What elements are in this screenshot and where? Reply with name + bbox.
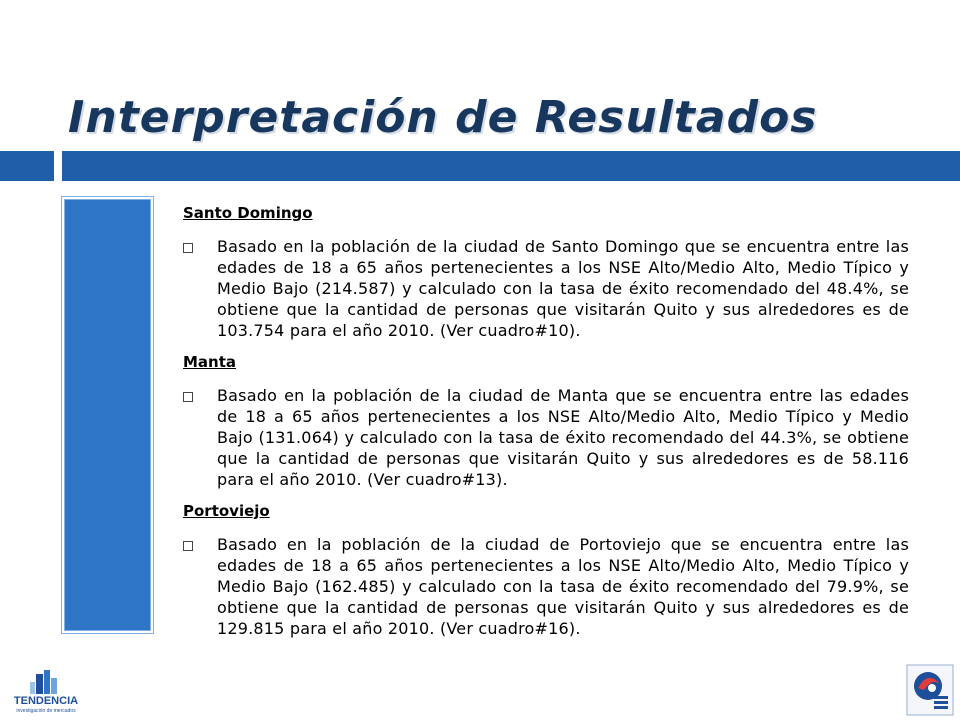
bullet-text: Basado en la población de la ciudad de Santo Domingo que se encuentra entre las edades de 18 a 65 años pertenecientes a los NSE Alto/Medio Alto, Medio Típico y Medio Bajo (214.587) y calculado con la tasa de éxito recomendado del 48.4%, se obtiene que la cantidad de personas que visitarán Quito y sus alrededores es de 103.754 para el año 2010. (Ver cuadro#10). (217, 237, 909, 340)
section-heading: Santo Domingo (183, 204, 313, 222)
section-manta (183, 353, 909, 490)
bullet-text: Basado en la población de la ciudad de Portoviejo que se encuentra entre las edades de 18 a 65 años pertenecientes a los NSE Alto/Medio Alto, Medio Típico y Medio Bajo (162.485) y calculado con la tasa de éxito recomendado del 79.9%, se obtiene que la cantidad de personas que visitarán Quito y sus alrededores es de 129.815 para el año 2010. (Ver cuadro#16). (217, 535, 909, 638)
square-bullet-icon (183, 392, 193, 402)
content-area (183, 204, 909, 651)
bullet-item (183, 236, 909, 341)
section-portoviejo (183, 502, 909, 639)
square-bullet-icon (183, 541, 193, 551)
slide-title: Interpretación de Resultados (68, 92, 818, 143)
section-heading: Manta (183, 353, 237, 371)
tendencia-logo (6, 668, 86, 716)
square-bullet-icon (183, 243, 193, 253)
title-underline-bar-left (0, 151, 54, 181)
bullet-item (183, 385, 909, 490)
tendencia-logo-name: TENDENCIA (13, 695, 79, 707)
section-heading: Portoviejo (183, 502, 270, 520)
bullet-item (183, 534, 909, 639)
title-underline-bar-right (62, 151, 960, 181)
tendencia-logo-tagline: investigación de mercados (16, 708, 76, 714)
quito-turismo-logo (906, 664, 954, 716)
decorative-side-panel (61, 196, 154, 634)
section-santo-domingo (183, 204, 909, 341)
bullet-text: Basado en la población de la ciudad de Manta que se encuentra entre las edades de 18 a 65 años pertenecientes a los NSE Alto/Medio Alto, Medio Típico y Medio Bajo (131.064) y calculado con la tasa de éxito recomendado del 44.3%, se obtiene que la cantidad de personas que visitarán Quito y sus alrededores es de 58.116 para el año 2010. (Ver cuadro#13). (217, 386, 909, 489)
